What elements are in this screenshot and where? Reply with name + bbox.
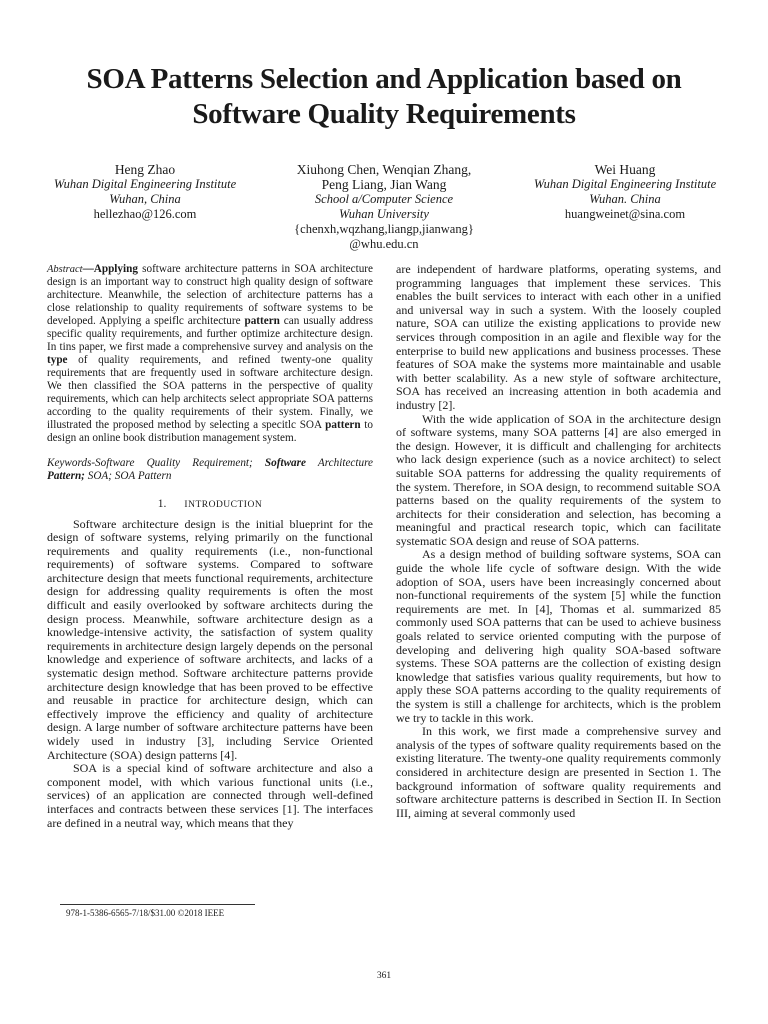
- footnote-rule: [60, 904, 255, 905]
- author-email-domain: @whu.edu.cn: [349, 237, 419, 251]
- abstract-text: of quality requirements, and refined twenty-one quality requirements that are frequently used in software architecture design. We then classified the SOA patterns in the perspective of quality requirements, which can help architects select appropriate SOA patterns according to the quality requirements of their system. Finally, we illustrated the proposed method by selecting a specitlc SOA: [47, 354, 373, 431]
- body-paragraph: With the wide application of SOA in the architecture design of software systems, many SOA patterns [4] are also emerged in the design. However, it is difficult and challenging for architects who lack design experience (such as a novice architect) to select suitable SOA patterns for addressing the quality requirements of the system. Therefore, in SOA design, to recommend suitable SOA patterns based on the quality requirements of the system to architects for their consideration and selection, has becoming a meaningful and practical research topic, which can facilitate systematic SOA design and reuse of SOA patterns.: [396, 411, 721, 548]
- author-2: [259, 162, 509, 252]
- author-name: Xiuhong Chen, Wenqian Zhang,: [296, 162, 472, 177]
- abstract-text: to design an online book distribution management system.: [47, 419, 374, 444]
- author-email: {chenxh,wqzhang,liangp,jianwang}: [294, 222, 474, 236]
- section-title: INTRODUCTION: [184, 500, 263, 510]
- abstract: [47, 263, 373, 445]
- copyright-footnote: 978-1-5386-6565-7/18/$31.00 ©2018 IEEE: [66, 908, 225, 918]
- abstract-text: can usually address specific quality requirements, and further optimize architecture design. In tins paper, we first made a comprehensive survey and analysis on the: [47, 315, 373, 353]
- abstract-dash: —Applying: [82, 263, 138, 275]
- author-location: Wuhan. China: [589, 192, 661, 206]
- author-1: [20, 162, 270, 222]
- keywords: [47, 457, 373, 483]
- keywords-text: Pattern;: [47, 470, 85, 482]
- body-paragraph: As a design method of building software systems, SOA can guide the whole life cycle of software design. With the wide adoption of SOA, users have been increasingly concerned about non-functional requirements of the system [5] while the function requirements are met. In [4], Thomas et al. summarized 85 commonly used SOA patterns that can be used to achieve business goals related to service oriented computing with the purpose of developing and delivering high quality SOA-based software systems. These SOA patterns are the collection of existing design knowledge that satisfies various quality requirements, but how to apply these SOA patterns according to the quality requirements of the system is still a challenge for architects, which is the problem we try to tackle in this work.: [396, 547, 721, 725]
- keywords-text: Software: [252, 457, 306, 469]
- keywords-text: SOA; SOA Pattern: [84, 470, 172, 482]
- author-name: Wei Huang: [594, 162, 656, 177]
- author-name: Heng Zhao: [114, 162, 176, 177]
- abstract-text: pattern: [325, 419, 361, 431]
- author-3: [500, 162, 750, 222]
- keywords-text: Architecture: [305, 457, 373, 469]
- author-location: Wuhan University: [339, 207, 429, 221]
- body-paragraph: In this work, we first made a comprehensive survey and analysis of the types of software quality requirements based on the existing literature. The twenty-one quality requirements commonly considered in architecture design are presented in Section 1. The background information of software quality requirements and software architecture patterns is described in Section II. In Section III, aiming at several commonly used: [396, 724, 721, 820]
- author-name-cont: Peng Liang, Jian Wang: [321, 177, 447, 192]
- abstract-label: Abstract: [47, 264, 83, 275]
- author-location: Wuhan, China: [109, 192, 181, 206]
- body-paragraph: SOA is a special kind of software architecture and also a component model, with which various functional units (i.e., services) of an application are connected through well-defined interfaces and contracts between these services [1]. The interfaces are defined in a neutral way, which means that they: [47, 761, 373, 830]
- section-number: 1.: [157, 498, 167, 510]
- paper-title: SOA Patterns Selection and Application based on Software Quality Requirements: [86, 63, 682, 130]
- author-affiliation: Wuhan Digital Engineering Institute: [53, 177, 237, 191]
- abstract-text: software architecture patterns in SOA architecture design is an important way to construct high quality design of software architecture. Meanwhile, the selection of architecture patterns has a close relationship to quality requirements of software systems to be developed. Applying a speiflc architecture: [47, 263, 373, 327]
- body-paragraph: Software architecture design is the initial blueprint for the design of software systems, relying primarily on the functional requirements and quality requirements (i.e., non-functional requirements) of software systems. Compared to software architecture design that meets functional requirements, architecture design for addressing quality requirements is often the most difficult and easily overlooked by software architects during the design process. Meanwhile, software architecture design as a knowledge-intensive activity, the satisfaction of system quality requirements in architecture design largely depends on the personal knowledge and experience of software architects, and lacks of a systematic design method. Software architecture patterns provide architecture design knowledge that has been proved to be effective and reusable in practice for architecture design, which can effectively improve the efficiency and quality of architecture design. A large number of software architecture patterns have been widely used in industry [3], including Service Oriented Architecture (SOA) design patterns [4].: [47, 516, 373, 762]
- author-email: huangweinet@sina.com: [564, 207, 686, 221]
- abstract-text: type: [47, 354, 68, 366]
- abstract-text: pattern: [244, 315, 280, 327]
- section-heading: [47, 498, 373, 513]
- left-column: [47, 263, 373, 830]
- page-number: 361: [376, 971, 392, 981]
- author-email: hellezhao@126.com: [93, 207, 197, 221]
- author-affiliation: School a/Computer Science: [314, 192, 454, 206]
- right-column: [396, 263, 721, 820]
- body-paragraph: are independent of hardware platforms, operating systems, and programming languages that implement these services. This enables the built services to interact with each other in a unified and universal way in such a system. With the loosely coupled nature, SOA can utilize the existing applications to provide new services through composition in an agile and flexible way for the enterprise to build new applications and business processes. These features of SOA make the systems more maintainable and usable with better scalability. As a new style of software architecture, SOA has received an increasing attention in both academia and industry [2].: [396, 262, 721, 412]
- keywords-label: Keywords-Software Quality Requirement;: [47, 457, 253, 469]
- author-affiliation: Wuhan Digital Engineering Institute: [533, 177, 717, 191]
